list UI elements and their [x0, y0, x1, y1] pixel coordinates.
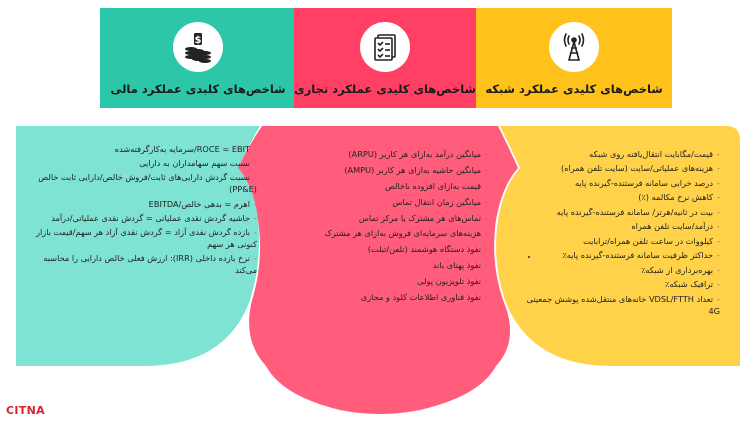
list-item: -قیمت به‌ازای افزوده ناخالص [385, 180, 488, 191]
financial-kpi-list [35, 143, 257, 279]
list-item: -قیمت/مگابایت انتقال‌یافته روی شبکه [589, 149, 720, 159]
list-item: -کیلووات در ساعت تلفن همراه/ترابایت [583, 235, 720, 246]
commercial-header [294, 8, 476, 108]
financial-title: شاخص‌های کلبدی عملکرد مالی [110, 82, 286, 96]
list-item: -حداکثر ظرفیت سامانه فرستنده-گیرنده پایه٪ [562, 250, 720, 261]
list-item: -بازده گردش نقدی آزاد = گردش نقدی آزاد هر سهم/قیمت بازار کنونی هر سهم [36, 226, 257, 250]
list-item: -نسبت گردش دارایی‌های ثابت/فروش خالص/دارایی ثابت خالص (PP&E) [38, 172, 257, 195]
cell-tower-icon [549, 22, 599, 72]
list-item: -میانگین درآمد به‌ازای هر کاربر (ARPU) [348, 149, 488, 159]
network-kpi-list [520, 148, 720, 320]
list-item: -بهره‌برداری از شبکه٪ [641, 264, 720, 275]
list-item: -کاهش نرخ مکالمه (٪) [638, 192, 720, 203]
network-header [476, 8, 672, 108]
svg-text:$: $ [194, 35, 202, 46]
list-item: -نفوذ پهنای باند [432, 260, 488, 271]
list-item: -میانگین زمان انتقال تماس [392, 196, 488, 207]
financial-header [100, 8, 296, 108]
list-item: -هزینه‌های سرمایه‌ای فروش به‌ازای هر مشترک [324, 228, 488, 239]
coins-dollar-icon [173, 22, 223, 72]
list-item: -نفوذ تلویزیون پولی [417, 276, 488, 287]
citna-logo: CITNA [6, 404, 45, 417]
decorative-dot [528, 256, 530, 258]
list-item: -بیت در ثانیه/هرتز/ سامانه فرستنده-گیرنده پایه [556, 206, 720, 217]
list-item: -هزینه‌های عملیاتی/سایت (سایت تلفن همراه) [561, 163, 720, 174]
commercial-kpi-list [280, 148, 488, 307]
list-item: -اهرم = بدهی خالص/EBITDA [148, 198, 257, 209]
checklist-documents-icon [360, 22, 410, 72]
list-item: -حاشیه گردش نقدی عملیاتی = گردش نقدی عملیاتی/درآمد [51, 212, 257, 223]
commercial-title: شاخص‌های کلیدی عملکرد تجاری [294, 82, 476, 96]
list-item: -نرخ بازده داخلی (IRR): ارزش فعلی خالص دارایی را محاسبه می‌کند [43, 253, 257, 276]
list-item: -تعداد VDSL/FTTH خانه‌های منتقل‌شده پوشش جمعیتی 4G [526, 293, 720, 317]
list-item: -تماس‌های هر مشترک یا مرکز تماس [358, 212, 488, 223]
list-item: -درآمد/سایت تلفن همراه [631, 221, 720, 232]
network-title: شاخص‌های کلیدی عملکرد شبکه [485, 82, 663, 96]
list-item: -میانگین حاشیه به‌ازای هر کاربر (AMPU) [344, 164, 488, 175]
list-item: -ترافیک شبکه٪ [665, 279, 720, 290]
list-item: -ROCE = EBIT/سرمایه به‌کارگرفته‌شده [114, 144, 257, 154]
list-item: -نفوذ دستگاه هوشمند (تلفن/تبلت) [367, 244, 488, 255]
list-item: -نسبت سهم سهامداران به دارایی [139, 158, 257, 169]
list-item: -درصد خرابی سامانه فرستنده-گیرنده پایه [574, 177, 720, 188]
list-item: -نفوذ فناوری اطلاعات کلود و مجازی [360, 292, 488, 303]
